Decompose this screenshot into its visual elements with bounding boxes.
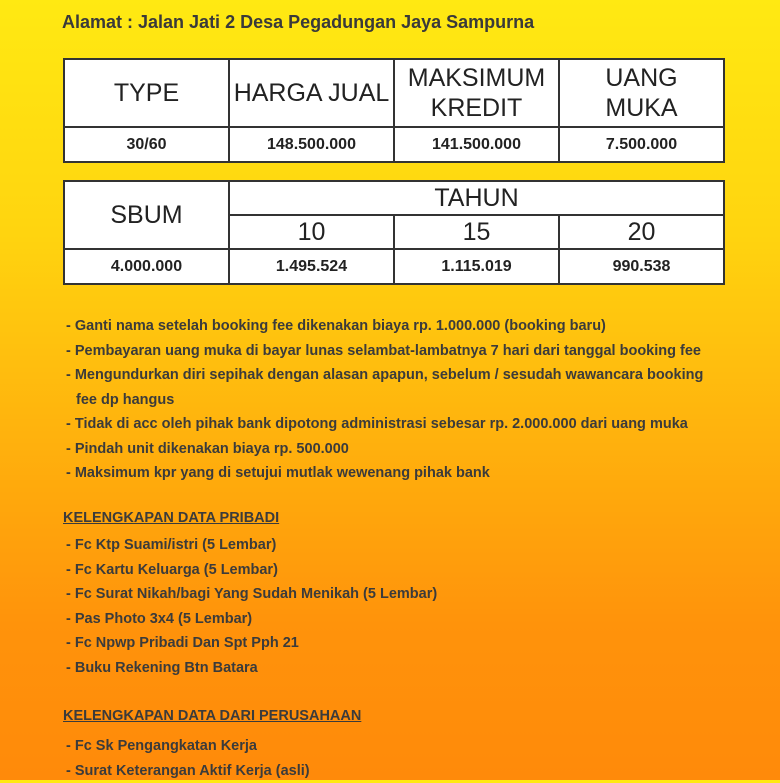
term-item: - Pembayaran uang muka di bayar lunas selambat-lambatnya 7 hari dari tanggal booking fee: [66, 339, 746, 364]
year-20-header: 20: [559, 215, 724, 249]
term-item: - Pindah unit dikenakan biaya rp. 500.000: [66, 437, 746, 462]
term-item: - Ganti nama setelah booking fee dikenakan biaya rp. 1.000.000 (booking baru): [66, 314, 746, 339]
year-15-header: 15: [394, 215, 559, 249]
sbum-header: SBUM: [64, 181, 229, 249]
personal-docs-list: [66, 533, 437, 680]
value-harga-jual: 148.500.000: [229, 127, 394, 162]
header-harga-jual: [229, 59, 394, 127]
list-item: - Pas Photo 3x4 (5 Lembar): [66, 607, 437, 632]
list-item: - Buku Rekening Btn Batara: [66, 656, 437, 681]
term-item-continuation: fee dp hangus: [66, 388, 746, 413]
list-item: - Fc Sk Pengangkatan Kerja: [66, 734, 310, 759]
terms-list: [66, 314, 746, 486]
header-type: [64, 59, 229, 127]
installment-20: 990.538: [559, 249, 724, 284]
header-maksimum-label: MAKSIMUM: [408, 64, 546, 92]
installment-10: 1.495.524: [229, 249, 394, 284]
value-maksimum-kredit: 141.500.000: [394, 127, 559, 162]
header-uang-label: UANG: [605, 64, 677, 92]
list-item: - Fc Npwp Pribadi Dan Spt Pph 21: [66, 631, 437, 656]
list-item: - Surat Keterangan Aktif Kerja (asli): [66, 759, 310, 783]
list-item: - Fc Surat Nikah/bagi Yang Sudah Menikah (5 Lembar): [66, 582, 437, 607]
price-table: [63, 58, 725, 163]
header-uang-muka: [559, 59, 724, 127]
installment-table: [63, 180, 725, 285]
header-kredit-label: KREDIT: [431, 94, 523, 122]
header-type-label: TYPE: [114, 79, 179, 107]
header-muka-label: MUKA: [605, 94, 677, 122]
list-item: - Fc Ktp Suami/istri (5 Lembar): [66, 533, 437, 558]
sbum-value: 4.000.000: [64, 249, 229, 284]
tahun-header: TAHUN: [229, 181, 724, 215]
list-item: - Fc Kartu Keluarga (5 Lembar): [66, 558, 437, 583]
installment-15: 1.115.019: [394, 249, 559, 284]
company-docs-title: KELENGKAPAN DATA DARI PERUSAHAAN: [63, 708, 361, 724]
value-uang-muka: 7.500.000: [559, 127, 724, 162]
term-item: - Tidak di acc oleh pihak bank dipotong administrasi sebesar rp. 2.000.000 dari uang muka: [66, 412, 746, 437]
term-item: - Mengundurkan diri sepihak dengan alasan apapun, sebelum / sesudah wawancara booking: [66, 363, 746, 388]
address-line: Alamat : Jalan Jati 2 Desa Pegadungan Jaya Sampurna: [62, 12, 534, 33]
company-docs-list: [66, 734, 310, 783]
header-maksimum-kredit: [394, 59, 559, 127]
term-item: - Maksimum kpr yang di setujui mutlak wewenang pihak bank: [66, 461, 746, 486]
header-harga-jual-label: HARGA JUAL: [234, 79, 390, 107]
year-10-header: 10: [229, 215, 394, 249]
value-type: 30/60: [64, 127, 229, 162]
personal-docs-title: KELENGKAPAN DATA PRIBADI: [63, 510, 279, 526]
